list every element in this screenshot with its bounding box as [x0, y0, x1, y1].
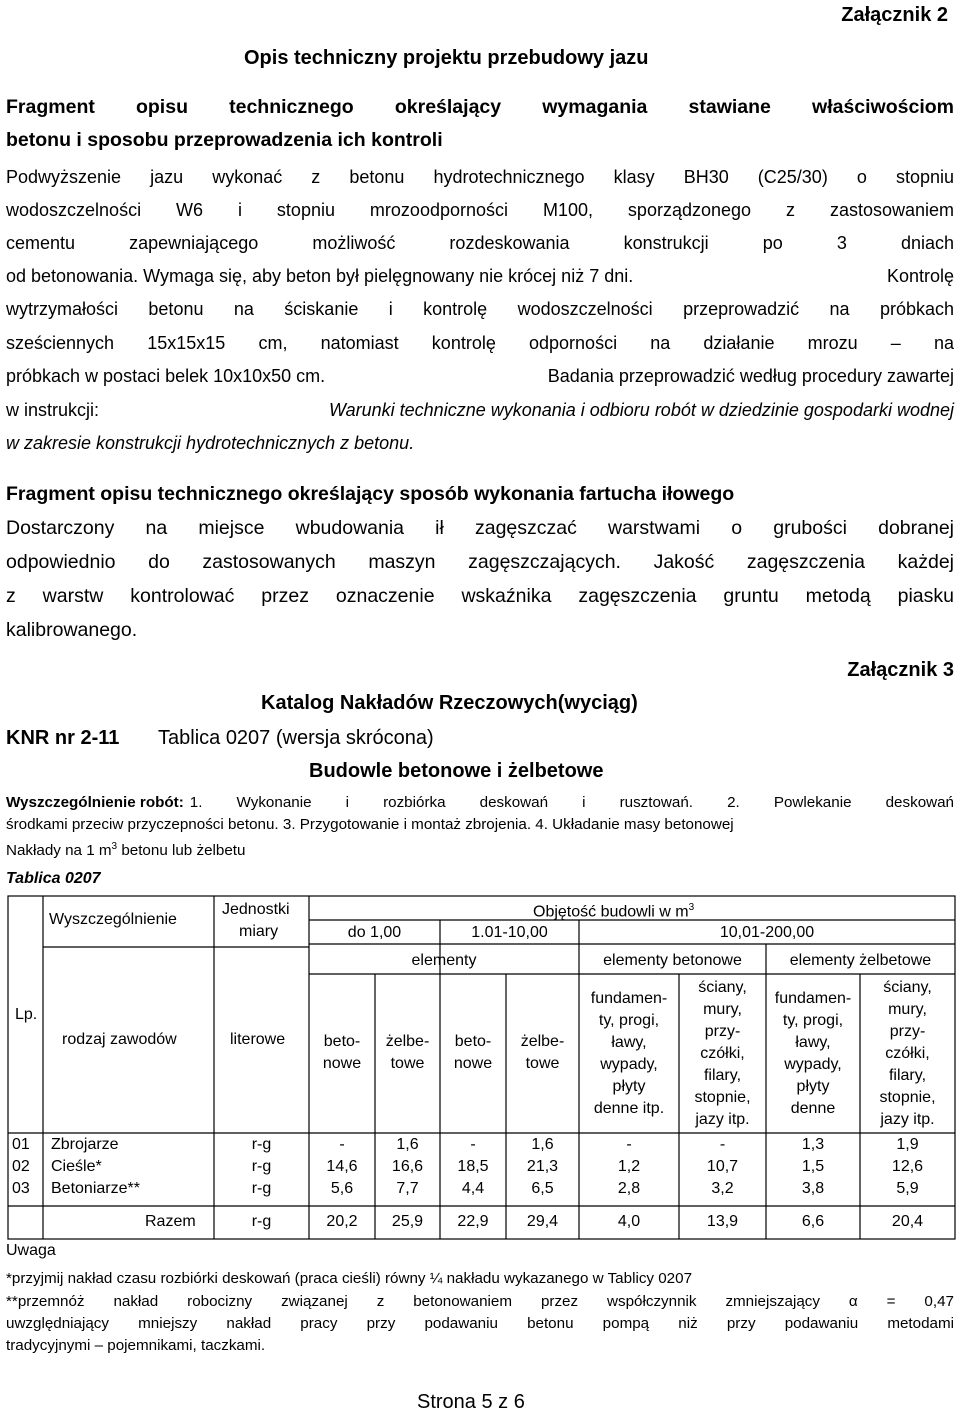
works-label: Wyszczególnienie robót:	[6, 794, 184, 811]
sum-cell: 13,9	[706, 1213, 739, 1230]
row-unit-2: r-g	[251, 1180, 272, 1197]
section1-line6: sześciennych 15x15x15 cm, natomiast kontrolę odporności na działanie mrozu – na	[6, 333, 954, 353]
sum-cell: 4,0	[617, 1213, 641, 1230]
hs2-line-5: stopnie,	[879, 1089, 936, 1106]
sum-cell: 25,9	[391, 1213, 424, 1230]
table-cell: 14,6	[326, 1158, 358, 1175]
hs2-line-2: przy-	[889, 1023, 926, 1040]
th-betonowe-1-a: beto-	[323, 1033, 361, 1050]
table-cell: 1,6	[531, 1136, 554, 1153]
table-cell: 12,6	[891, 1158, 924, 1175]
row-lp-2: 03	[12, 1180, 30, 1197]
row-name-1: Cieśle*	[51, 1158, 102, 1175]
th-range3: 10,01-200,00	[719, 924, 815, 941]
th-range1: do 1,00	[347, 924, 402, 941]
table-cell: 10,7	[706, 1158, 739, 1175]
th-zelbetowe-1-b: towe	[390, 1055, 425, 1072]
hs1-line-2: przy-	[704, 1023, 741, 1040]
th-jednostki: Jednostki	[222, 901, 290, 918]
th-zelbetowe-1-a: żelbe-	[385, 1033, 430, 1050]
works-line3-end: betonu lub żelbetu	[117, 842, 246, 860]
hf1-line-4: płyty	[612, 1078, 646, 1095]
section1-line7-a: próbkach w postaci belek 10x10x50 cm.	[6, 366, 326, 386]
table-label: Tablica 0207	[6, 870, 101, 887]
th-elementy-betonowe: elementy betonowe	[603, 952, 742, 969]
works-line3-text: Nakłady na 1 m	[6, 842, 112, 860]
th-betonowe-2-b: nowe	[453, 1055, 493, 1072]
th-miary: miary	[239, 923, 279, 940]
section2-heading: Fragment opisu technicznego określający sposób wykonania fartucha iłowego	[6, 483, 735, 505]
notes-uwaga: Uwaga	[6, 1242, 56, 1259]
section1-line4-b: Kontrolę	[886, 266, 954, 286]
hf2-line-2: ławy,	[795, 1034, 831, 1051]
hs2-line-6: jazy itp.	[880, 1111, 935, 1128]
hs2-line-0: ściany,	[883, 979, 932, 996]
th-lp: Lp.	[15, 1006, 38, 1023]
table-cell: -	[626, 1136, 632, 1153]
catalog-title: Katalog Nakładów Rzeczowych(wyciąg)	[261, 692, 638, 714]
th-betonowe-2-a: beto-	[454, 1033, 492, 1050]
sum-cell: 6,6	[801, 1213, 825, 1230]
th-objetosc-text: Objętość budowli w m	[533, 903, 689, 921]
section1-line5: wytrzymałości betonu na ściskanie i kontrolę wodoszczelności przeprowadzić na próbkach	[6, 299, 954, 319]
hf2-line-1: ty, progi,	[782, 1012, 844, 1029]
sum-cell: 22,9	[457, 1213, 489, 1230]
section1-line9: w zakresie konstrukcji hydrotechnicznych z betonu.	[6, 433, 415, 453]
rows-name	[51, 1134, 140, 1200]
catalog-subtitle: Budowle betonowe i żelbetowe	[309, 760, 604, 782]
th-rodzaj-zawodow: rodzaj zawodów	[62, 1031, 177, 1048]
works-line2: środkami przeciw przyczepności betonu. 3. Przygotowanie i montaż zbrojenia. 4. Układanie masy betonowej	[6, 816, 734, 833]
hf2-line-3: wypady,	[784, 1056, 842, 1073]
table-cell: 1,2	[617, 1158, 641, 1175]
hs1-line-6: jazy itp.	[695, 1111, 750, 1128]
th-range2: 1.01-10,00	[471, 924, 548, 941]
page-footer: Strona 5 z 6	[417, 1391, 525, 1413]
row-lp-0: 01	[12, 1136, 30, 1153]
section1-heading-line2: betonu i sposobu przeprowadzenia ich kontroli	[6, 129, 443, 151]
th-objetosc	[533, 897, 694, 923]
rows-unit	[214, 1134, 309, 1200]
th-elementy: elementy	[411, 952, 477, 969]
table-cell: 3,8	[801, 1180, 825, 1197]
sum-cell: 20,4	[891, 1213, 924, 1230]
table-cell: 6,5	[531, 1180, 554, 1197]
table-cell: 2,8	[617, 1180, 641, 1197]
hs1-line-3: czółki,	[700, 1045, 745, 1062]
table-cell: 5,6	[330, 1180, 354, 1197]
th-zelbetowe-2	[506, 1031, 579, 1075]
page-title: Opis techniczny projektu przebudowy jazu	[244, 47, 649, 69]
section2-line1: Dostarczony na miejsce wbudowania ił zagęszczać warstwami o grubości dobranej	[6, 517, 954, 539]
table-description: Tablica 0207 (wersja skrócona)	[158, 727, 434, 749]
th-zelbetowe-2-b: towe	[525, 1055, 560, 1072]
row-unit-1: r-g	[251, 1158, 272, 1175]
hs1-line-5: stopnie,	[694, 1089, 751, 1106]
table-cell: -	[339, 1136, 345, 1153]
section1-line3: cementu zapewniającego możliwość rozdeskowania konstrukcji po 3 dniach	[6, 233, 954, 253]
sum-unit: r-g	[251, 1213, 272, 1230]
hf1-line-2: ławy,	[611, 1034, 647, 1051]
hf1-line-0: fundamen-	[590, 990, 668, 1007]
hf2-line-0: fundamen-	[774, 990, 852, 1007]
note-2-line1: **przemnóż nakład robocizny związanej z betonowaniem przez współczynnik zmniejszający α = 0,47	[6, 1293, 954, 1310]
hf1-line-5: denne itp.	[593, 1100, 665, 1117]
table-cell: 3,2	[711, 1180, 734, 1197]
table-cell: 1,3	[801, 1136, 825, 1153]
section1-line1: Podwyższenie jazu wykonać z betonu hydrotechnicznego klasy BH30 (C25/30) o stopniu	[6, 167, 954, 187]
hf2-line-5: denne	[790, 1100, 836, 1117]
th-betonowe-1-b: nowe	[322, 1055, 362, 1072]
note-2-line3: tradycyjnymi – pojemnikami, taczkami.	[6, 1337, 266, 1354]
table-cell: 16,6	[391, 1158, 424, 1175]
sum-cell: 20,2	[326, 1213, 358, 1230]
table-cell: 7,7	[396, 1180, 419, 1197]
hs2-line-1: mury,	[888, 1001, 927, 1018]
note-1: *przyjmij nakład czasu rozbiórki deskowań (praca cieśli) równy ¼ nakładu wykazanego w Tablicy 0207	[6, 1270, 693, 1287]
th-zelbetowe-2-a: żelbe-	[520, 1033, 565, 1050]
th-zelbetowe-1	[375, 1031, 440, 1075]
section2-line4: kalibrowanego.	[6, 619, 138, 641]
hs2-line-3: czółki,	[885, 1045, 930, 1062]
rows-lp	[12, 1134, 30, 1200]
table-cell: 1,9	[896, 1136, 919, 1153]
note-2-line2: uwzględniający mniejszy nakład pracy przy podawaniu betonu pompą niż przy podawaniu metodami	[6, 1315, 954, 1332]
hs1-line-4: filary,	[703, 1067, 742, 1084]
row-lp-1: 02	[12, 1158, 30, 1175]
th-fundamenty-zelbetowe	[766, 988, 860, 1120]
th-betonowe-1	[309, 1031, 375, 1075]
table-cell: 5,9	[896, 1180, 919, 1197]
section1-line7-b: Badania przeprowadzić według procedury zawartej	[547, 366, 954, 386]
section1-line2: wodoszczelności W6 i stopniu mrozoodporności M100, sporządzonego z zastosowaniem	[6, 200, 954, 220]
th-sciany-betonowe	[679, 977, 766, 1131]
th-elementy-zelbetowe: elementy żelbetowe	[789, 952, 932, 969]
knr-number: KNR nr 2-11	[6, 727, 120, 749]
table-cell: -	[719, 1136, 726, 1153]
table-cell: 1,5	[801, 1158, 825, 1175]
table-cell: -	[470, 1136, 476, 1153]
row-name-2: Betoniarze**	[51, 1180, 140, 1197]
hs2-line-4: filary,	[888, 1067, 927, 1084]
table-cell: 4,4	[461, 1180, 485, 1197]
table-cell: 1,6	[396, 1136, 419, 1153]
hs1-line-1: mury,	[703, 1001, 742, 1018]
row-unit-0: r-g	[251, 1136, 272, 1153]
section1-line8-a: w instrukcji:	[6, 400, 100, 420]
table-cell: 18,5	[457, 1158, 489, 1175]
hs1-line-0: ściany,	[698, 979, 747, 996]
sum-cell: 29,4	[526, 1213, 559, 1230]
works-line3-sup: 3	[111, 841, 118, 852]
section1-line4-a: od betonowania. Wymaga się, aby beton był pielęgnowany nie krócej niż 7 dni.	[6, 266, 634, 286]
section1-heading-line1: Fragment opisu technicznego określający wymagania stawiane właściwościom	[6, 96, 954, 118]
table-cell: 21,3	[526, 1158, 559, 1175]
section2-line2: odpowiednio do zastosowanych maszyn zagęszczających. Jakość zagęszczenia każdej	[6, 551, 954, 573]
hf1-line-1: ty, progi,	[598, 1012, 660, 1029]
th-fundamenty-betonowe	[579, 988, 679, 1120]
attachment-3-label: Załącznik 3	[847, 659, 954, 681]
hf2-line-4: płyty	[796, 1078, 830, 1095]
row-name-0: Zbrojarze	[51, 1136, 119, 1153]
section1-line8-b: Warunki techniczne wykonania i odbioru robót w dziedzinie gospodarki wodnej	[328, 400, 954, 420]
th-objetosc-sup: 3	[688, 902, 695, 913]
th-sciany-zelbetowe	[860, 977, 955, 1131]
hf1-line-3: wypady,	[600, 1056, 658, 1073]
attachment-2-label: Załącznik 2	[841, 4, 948, 26]
section2-line3: z warstw kontrolować przez oznaczenie wskaźnika zagęszczenia gruntu metodą piasku	[6, 585, 954, 607]
sum-label: Razem	[145, 1213, 196, 1230]
works-line1-text: 1. Wykonanie i rozbiórka deskowań i rusztowań. 2. Powlekanie deskowań	[189, 794, 954, 811]
th-wyszczegolnienie: Wyszczególnienie	[49, 911, 177, 928]
th-betonowe-2	[440, 1031, 506, 1075]
th-literowe: literowe	[230, 1031, 286, 1048]
